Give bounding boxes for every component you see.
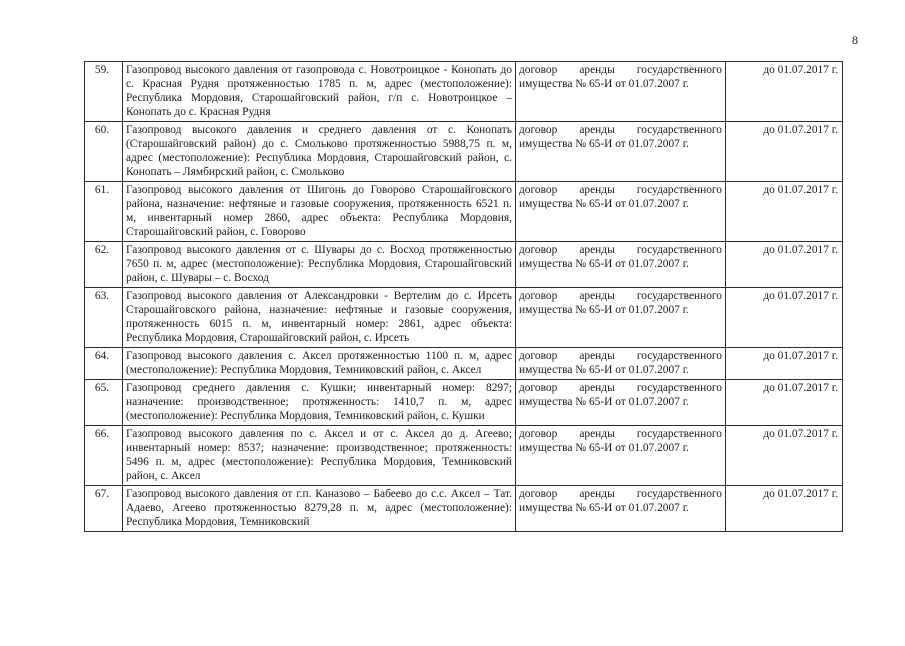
page-number: 8 bbox=[852, 33, 858, 47]
row-number: 66. bbox=[85, 426, 123, 486]
property-description: Газопровод высокого давления от с. Шувары до с. Восход протяженностью 7650 п. м, адрес (местоположение): Республика Мордовия, Старошайговский район, с. Шувары – с. Восход bbox=[123, 242, 516, 288]
property-description: Газопровод высокого давления с. Аксел протяженностью 1100 п. м, адрес (местоположение): Республика Мордовия, Темниковский район, с. Аксел bbox=[123, 348, 516, 380]
table-row bbox=[85, 242, 843, 288]
lease-basis: договор аренды государственного имущества № 65-И от 01.07.2007 г. bbox=[516, 288, 726, 348]
table-row bbox=[85, 486, 843, 532]
lease-term: до 01.07.2017 г. bbox=[726, 182, 843, 242]
property-description: Газопровод высокого давления от Шигонь до Говорово Старошайговского района, назначение: нефтяные и газовые сооружения, протяженность 6521 п. м, инвентарный номер 2860, адрес объекта: Республика Мордовия, Старошайговский район, с. Говорово bbox=[123, 182, 516, 242]
row-number: 59. bbox=[85, 62, 123, 122]
row-number: 63. bbox=[85, 288, 123, 348]
row-number: 62. bbox=[85, 242, 123, 288]
row-number: 60. bbox=[85, 122, 123, 182]
lease-term: до 01.07.2017 г. bbox=[726, 486, 843, 532]
property-description: Газопровод высокого давления от Александровки - Вертелим до с. Ирсеть Старошайговского района, назначение: нефтяные и газовые сооружения, протяженность 6015 п. м, инвентарный номер: 2861, адрес объекта: Республика Мордовия, Старошайговский район, с. Ирсеть bbox=[123, 288, 516, 348]
lease-term: до 01.07.2017 г. bbox=[726, 380, 843, 426]
lease-term: до 01.07.2017 г. bbox=[726, 62, 843, 122]
lease-term: до 01.07.2017 г. bbox=[726, 122, 843, 182]
lease-term: до 01.07.2017 г. bbox=[726, 426, 843, 486]
lease-basis: договор аренды государственного имущества № 65-И от 01.07.2007 г. bbox=[516, 348, 726, 380]
lease-basis: договор аренды государственного имущества № 65-И от 01.07.2007 г. bbox=[516, 242, 726, 288]
property-table-container bbox=[84, 61, 844, 646]
row-number: 61. bbox=[85, 182, 123, 242]
lease-term: до 01.07.2017 г. bbox=[726, 348, 843, 380]
row-number: 67. bbox=[85, 486, 123, 532]
table-row bbox=[85, 182, 843, 242]
table-row bbox=[85, 380, 843, 426]
table-row bbox=[85, 288, 843, 348]
lease-basis: договор аренды государственного имущества № 65-И от 01.07.2007 г. bbox=[516, 182, 726, 242]
row-number: 64. bbox=[85, 348, 123, 380]
lease-term: до 01.07.2017 г. bbox=[726, 288, 843, 348]
table-row bbox=[85, 426, 843, 486]
lease-term: до 01.07.2017 г. bbox=[726, 242, 843, 288]
table-row bbox=[85, 122, 843, 182]
row-number: 65. bbox=[85, 380, 123, 426]
property-description: Газопровод высокого давления и среднего давления от с. Конопать (Старошайговский район) до с. Смольково протяженностью 5988,75 п. м, адрес (местоположение): Республика Мордовия, Старошайговский район, с. Конопать – Лямбирский район, с. Смольково bbox=[123, 122, 516, 182]
property-description: Газопровод высокого давления от газопровода с. Новотроицкое - Конопать до с. Красная Рудня протяженностью 1785 п. м, адрес (местоположение): Республика Мордовия, Старошайговский район, г/п с. Новотроицкое – Конопать до с. Красная Рудня bbox=[123, 62, 516, 122]
property-description: Газопровод высокого давления по с. Аксел и от с. Аксел до д. Агеево; инвентарный номер: 8537; назначение: производственное; протяженность: 5496 п. м, адрес (местоположение): Республика Мордовия, Темниковский район, с. Аксел bbox=[123, 426, 516, 486]
table-row bbox=[85, 348, 843, 380]
lease-basis: договор аренды государственного имущества № 65-И от 01.07.2007 г. bbox=[516, 486, 726, 532]
lease-basis: договор аренды государственного имущества № 65-И от 01.07.2007 г. bbox=[516, 122, 726, 182]
lease-basis: договор аренды государственного имущества № 65-И от 01.07.2007 г. bbox=[516, 62, 726, 122]
lease-basis: договор аренды государственного имущества № 65-И от 01.07.2007 г. bbox=[516, 380, 726, 426]
property-description: Газопровод высокого давления от г.п. Каназово – Бабеево до с.с. Аксел – Тат. Адаево, Агеево протяженностью 8279,28 п. м, адрес (местоположение): Республика Мордовия, Темниковский bbox=[123, 486, 516, 532]
lease-basis: договор аренды государственного имущества № 65-И от 01.07.2007 г. bbox=[516, 426, 726, 486]
property-table bbox=[84, 61, 843, 532]
property-description: Газопровод среднего давления с. Кушки; инвентарный номер: 8297; назначение: производственное; протяженность: 1410,7 п. м, адрес (местоположение): Республика Мордовия, Темниковский район, с. Кушки bbox=[123, 380, 516, 426]
table-row bbox=[85, 62, 843, 122]
